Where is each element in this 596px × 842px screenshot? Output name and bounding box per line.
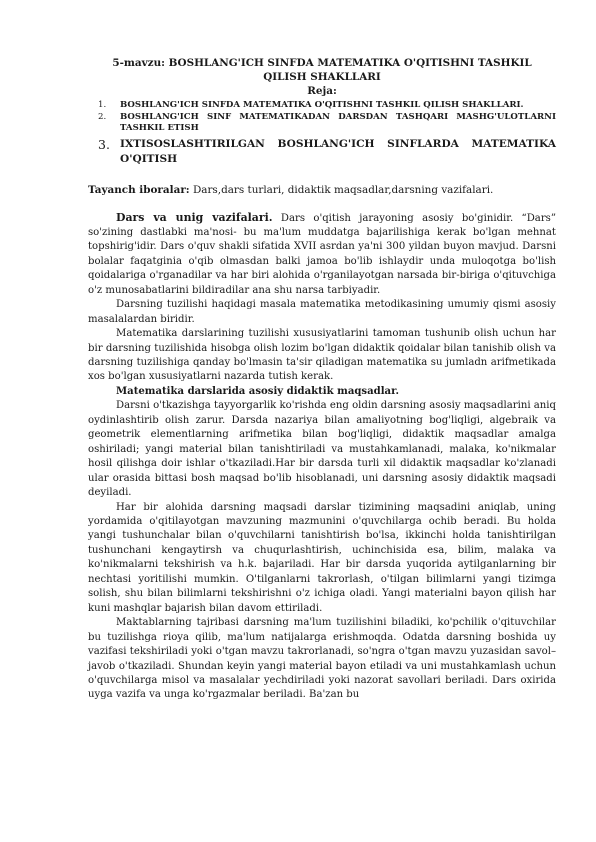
plan-item	[88, 112, 556, 135]
section-lead: Dars va unig vazifalari.	[116, 210, 273, 224]
paragraph-text: Dars o'qitish jarayoning asosiy bo'ginidir. “Dars” so'zining dastlabki ma'nosi- bu ma'lum muddatga bajarilishiga kerak bo'lgan mehnat topshirig'idir. Dars o'quv shakli sifatida XVII asrdan ya'ni 300 yildan buyon mavjud. Darsni bolalar faqatginia o'qib olmasdan balki jamoa bo'lib ishlaydir unda muloqotga bo'lish qoidalariga o'rganadilar va har biri alohida o'rganilayotgan narsada bir-biriga o'qituvchiga o'z munosabatlarini bildiradilar ana shu narsa tarbiyadir.	[88, 212, 556, 296]
keywords-text: Dars,dars turlari, didaktik maqsadlar,darsning vazifalari.	[189, 183, 494, 196]
keywords-line	[88, 183, 556, 197]
paragraph: Maktablarning tajribasi darsning ma'lum tuzilishini biladiki, ko'pchilik o'qituvchilar bu tuzilishga rioya qilib, ma'lum natijalarga erishmoqda. Odatda darsning boshida uy vazifasi tekshiriladi yoki o'tgan mavzu takrorlanadi, so'ngra o'tgan mavzu yuzasidan savol–javob o'tkaziladi. Shundan keyin yangi material bayon etiladi va uni mustahkamlash uchun o'quvchilarga misol va masalalar yechdiriladi yoki nazorat savollari beriladi. Dars oxirida uyga vazifa va unga ko'rgazmalar beriladi. Ba'zan bu	[88, 617, 556, 701]
plan-item	[88, 137, 556, 167]
plan-item-text: IXTISOSLASHTIRILGAN BOSHLANG'ICH SINFLARDA MATEMATIKA O'QITISH	[120, 137, 556, 165]
plan-item-number: 2.	[98, 111, 107, 122]
paragraph	[88, 211, 556, 299]
document-title: 5-mavzu: BOSHLANG'ICH SINFDA MATEMATIKA O'QITISHNI TASHKIL QILISH SHAKLLARI	[112, 57, 532, 83]
plan-item-number: 1.	[98, 100, 107, 110]
paragraph: Har bir alohida darsning maqsadi darslar tizimining maqsadini aniqlab, uning yordamida o'qitilayotgan mavzuning mazmunini o'quvchilarga ochib beradi. Bu holda yangi tushunchalar bilan o'quvchilarni tanishtirish bo'lsa, ikkinchi holda tanishtirilgan tushunchani kengaytirsh va chuqurlashtirish, uchinchisida esa, bilim, malaka va ko'nikmalarni tekshirish va h.k. bajariladi. Har bir darsda yuqorida aytilganlarning bir nechtasi yoritilishi mumkin. O'tilganlarni takrorlash, o'tilgan bilimlarni yangi tizimga solish, shu bilan bilimlarni tekshirishni o'z ichiga oladi. Yangi materialni bayon qilish har kuni mashqlar bajarish bilan davom ettiriladi.	[88, 501, 556, 614]
paragraph: Darsning tuzilishi haqidagi masala matematika metodikasining umumiy qismi asosiy masalalardan biridir.	[88, 299, 556, 325]
plan-label: Reja:	[307, 85, 337, 97]
plan-item-text: BOSHLANG'ICH SINF MATEMATIKADAN DARSDAN TASHQARI MASHG'ULOTLARNI TASHKIL ETISH	[120, 111, 556, 133]
paragraph: Darsni o'tkazishga tayyorgarlik ko'rishda eng oldin darsning asosiy maqsadlarini aniq oydinlashtirib olish zarur. Darsda nazariya bilan amaliyotning bog'liqligi, algebraik va geometrik elementlarning arifmetika bilan bog'liqligi, didaktik maqsadlar amalga oshiriladi; yangi material bilan tanishtiriladi va mustahkamlanadi, malaka, ko'nikmalar hosil qilishga doir ishlar o'tkaziladi.Har bir darsda turli xil didaktik maqsadlar ko'zlanadi ular orasida bittasi bosh maqsad bo'lib hisoblanadi, uni darsning asosiy didaktik maqsadi deyiladi.	[88, 400, 556, 499]
document-body	[88, 211, 556, 703]
section-heading: Matematika darslarida asosiy didaktik maqsadlar.	[116, 385, 399, 397]
plan-item-number: 3.	[98, 136, 110, 152]
plan-list	[88, 100, 556, 167]
paragraph: Matematika darslarining tuzilishi xususiyatlarini tamoman tushunib olish uchun har bir darsning tuzilishida hisobga olish lozim bo'lgan didaktik qoidalar bilan tanishib olish va darsning tuzilishiga qanday bo'lmasin ta'sir qiladigan matematika su jumladn arifmetikada xos bo'lgan xususiyatlarni nazarda tutish kerak.	[88, 328, 556, 383]
keywords-label: Tayanch iboralar:	[88, 183, 190, 196]
plan-item	[88, 100, 556, 112]
plan-item-text: BOSHLANG'ICH SINFDA MATEMATIKA O'QITISHNI TASHKIL QILISH SHAKLLARI.	[120, 100, 524, 110]
